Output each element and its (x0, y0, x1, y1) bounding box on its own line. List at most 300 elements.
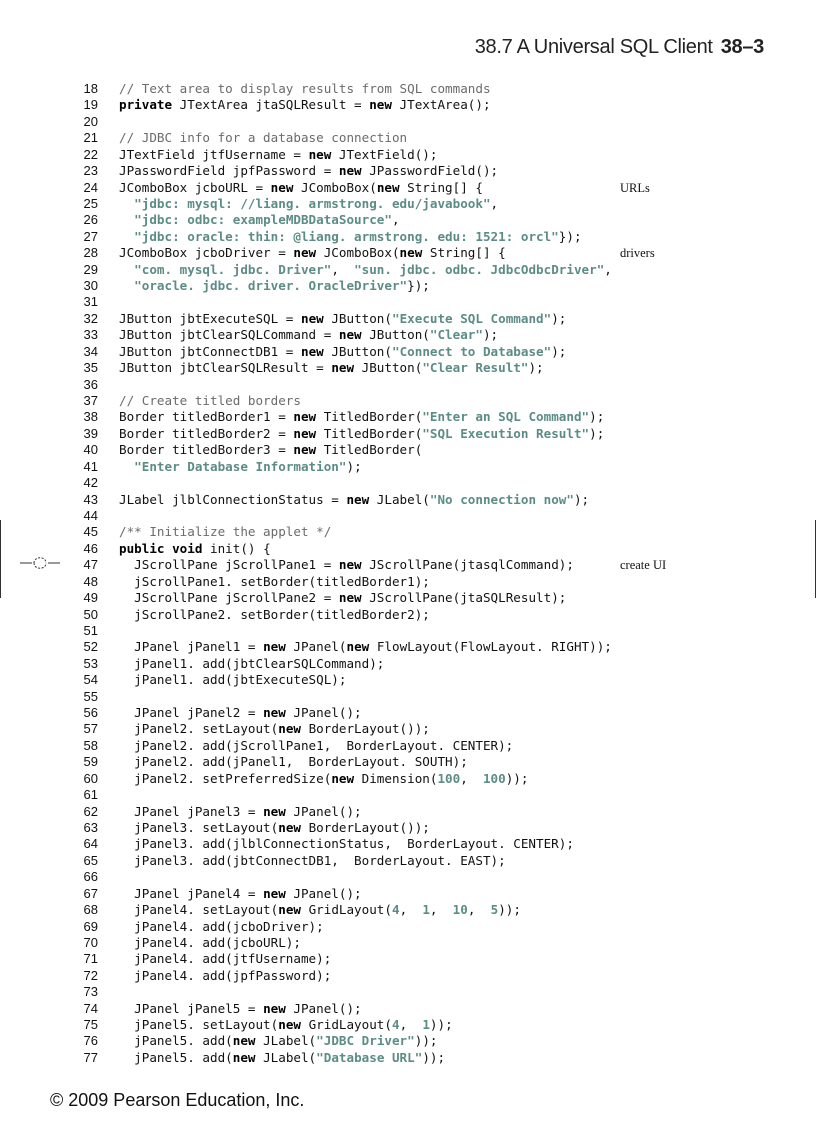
code-text (119, 574, 430, 590)
code-line (0, 902, 816, 918)
code-token (119, 229, 134, 244)
code-text (119, 97, 491, 113)
code-text (119, 721, 430, 737)
margin-note: drivers (620, 246, 655, 261)
code-token: JPanel(); (285, 803, 362, 819)
code-string: "oracle. jdbc. driver. OracleDriver" (134, 278, 408, 294)
code-string: "com. mysql. jdbc. Driver" (134, 261, 332, 277)
line-number: 71 (83, 951, 98, 967)
code-line (0, 607, 816, 623)
code-line (0, 656, 816, 672)
code-token: jPanel2. setPreferredSize( (119, 770, 332, 786)
code-listing (0, 81, 816, 1066)
code-text (119, 639, 612, 655)
code-token: TitledBorder( (316, 425, 423, 441)
code-text (119, 705, 362, 721)
code-text (119, 196, 498, 212)
code-token: ); (551, 343, 567, 359)
code-token: JPanel jPanel3 = (119, 803, 264, 819)
code-line (0, 935, 816, 951)
code-keyword: new (278, 819, 301, 835)
code-token: TitledBorder( (316, 409, 423, 425)
code-token: , (391, 212, 400, 228)
code-line (0, 623, 816, 639)
code-line (0, 557, 816, 573)
code-line (0, 475, 816, 491)
running-header (475, 36, 764, 59)
code-line (0, 541, 816, 557)
line-number: 69 (83, 918, 98, 934)
code-line (0, 919, 816, 935)
line-number: 62 (83, 803, 98, 819)
code-keyword: new (331, 360, 355, 376)
code-line (0, 1033, 816, 1049)
code-line (0, 853, 816, 869)
code-text (119, 393, 301, 409)
code-token: Dimension( (354, 770, 438, 786)
code-text (119, 524, 331, 540)
code-token: Border titledBorder1 = (119, 409, 294, 425)
code-line (0, 130, 816, 146)
code-token: JButton jbtConnectDB1 = (119, 343, 301, 359)
line-number: 41 (83, 458, 98, 474)
line-number: 42 (83, 475, 98, 491)
code-token: BorderLayout()); (300, 721, 430, 737)
code-keyword: new (232, 1049, 256, 1065)
code-line (0, 1001, 816, 1017)
code-token: JPanel(); (285, 1000, 362, 1016)
code-text (119, 1001, 362, 1017)
line-number: 25 (83, 195, 98, 211)
code-line (0, 442, 816, 458)
code-keyword: new (331, 770, 355, 786)
code-line (0, 820, 816, 836)
code-text (119, 853, 506, 869)
code-line (0, 508, 816, 524)
code-token: jPanel3. add(jlblConnectionStatus, BorderLayout. CENTER); (119, 836, 574, 852)
line-number: 67 (83, 885, 98, 901)
code-token: jPanel5. add( (119, 1033, 233, 1049)
key-margin-icon (20, 551, 60, 575)
code-line (0, 968, 816, 984)
code-text (119, 409, 604, 425)
code-keyword: new (338, 327, 362, 343)
code-token: ); (528, 360, 544, 376)
code-token: }); (407, 278, 430, 294)
code-line (0, 245, 816, 261)
code-line (0, 984, 816, 1000)
code-string: "Clear" (429, 327, 483, 343)
code-line (0, 344, 816, 360)
line-number: 76 (83, 1033, 98, 1049)
code-keyword: new (293, 425, 317, 441)
code-text (119, 902, 521, 918)
code-token (119, 212, 134, 227)
code-text (119, 590, 566, 606)
code-text (119, 820, 430, 836)
code-line (0, 1050, 816, 1066)
code-text (119, 245, 506, 261)
line-number: 52 (83, 639, 98, 655)
code-text (119, 360, 544, 376)
code-comment: /** Initialize the applet */ (119, 524, 332, 540)
code-line (0, 886, 816, 902)
code-string: "Enter an SQL Command" (422, 409, 590, 425)
code-token: , (467, 902, 491, 918)
code-string: "No connection now" (429, 491, 574, 507)
line-number: 73 (83, 984, 98, 1000)
line-number: 19 (83, 97, 98, 113)
line-number: 68 (83, 902, 98, 918)
code-token: Border titledBorder3 = (119, 442, 294, 458)
code-text (119, 804, 362, 820)
code-text (119, 492, 589, 508)
code-line (0, 262, 816, 278)
code-text (119, 442, 422, 458)
code-token: , (604, 261, 612, 277)
code-line (0, 804, 816, 820)
code-token: ); (589, 409, 605, 425)
code-token: jPanel1. add(jbtExecuteSQL); (119, 672, 347, 688)
code-token: )); (498, 902, 521, 918)
code-line (0, 689, 816, 705)
code-text (119, 180, 483, 196)
code-text (119, 327, 498, 343)
code-token: JScrollPane(jtasqlCommand); (361, 557, 574, 573)
code-token: jPanel4. add(jtfUsername); (119, 951, 332, 967)
code-line (0, 212, 816, 228)
code-token: jPanel1. add(jbtClearSQLCommand); (119, 655, 385, 671)
code-token: JScrollPane jScrollPane1 = (119, 557, 339, 573)
code-text (119, 311, 566, 327)
code-token: jPanel3. setLayout( (119, 819, 279, 835)
code-line (0, 377, 816, 393)
line-number: 53 (83, 655, 98, 671)
line-number: 35 (83, 360, 98, 376)
line-number: 54 (83, 672, 98, 688)
code-token: JTextField(); (331, 146, 438, 162)
code-token: , (331, 261, 355, 277)
code-line (0, 163, 816, 179)
line-number: 37 (83, 393, 98, 409)
code-string: "jdbc: oracle: thin: @liang. armstrong. edu: 1521: orcl" (134, 228, 559, 244)
code-line (0, 180, 816, 196)
code-keyword: new (369, 97, 392, 113)
line-number: 72 (83, 967, 98, 983)
code-token: JComboBox( (293, 179, 377, 195)
code-number: 4 (391, 902, 400, 918)
code-token: , (490, 195, 499, 211)
code-token: JButton( (361, 327, 430, 343)
code-token: JLabel( (255, 1033, 317, 1049)
code-line (0, 327, 816, 343)
code-token: , (460, 770, 483, 786)
code-token: , (399, 902, 423, 918)
code-token: JLabel( (255, 1049, 317, 1065)
code-keyword: new (270, 179, 294, 195)
code-keyword: private (119, 97, 173, 113)
code-text (119, 278, 430, 294)
code-line (0, 524, 816, 540)
code-keyword: new (263, 885, 286, 901)
margin-rule-left (0, 520, 1, 598)
code-comment: // Create titled borders (119, 393, 301, 409)
line-number: 74 (83, 1000, 98, 1016)
code-text (119, 951, 331, 967)
code-token: jScrollPane1. setBorder(titledBorder1); (119, 573, 430, 589)
code-line (0, 311, 816, 327)
code-text (119, 771, 528, 787)
code-text (119, 426, 604, 442)
code-line (0, 951, 816, 967)
code-token: JPanel(); (285, 885, 362, 901)
code-token: JPanel( (285, 639, 347, 655)
code-line (0, 393, 816, 409)
code-token: JTextArea(); (391, 97, 491, 113)
code-token: JPanel(); (285, 705, 362, 721)
line-number: 22 (83, 146, 98, 162)
line-number: 44 (83, 507, 98, 523)
code-token: jScrollPane2. setBorder(titledBorder2); (119, 606, 430, 622)
code-token: )); (505, 770, 529, 786)
code-token: JButton jbtClearSQLResult = (119, 360, 332, 376)
code-string: "Connect to Database" (391, 343, 552, 359)
code-token: jPanel2. add(jScrollPane1, BorderLayout. CENTER); (119, 737, 514, 753)
line-number: 77 (83, 1049, 98, 1065)
code-line (0, 869, 816, 885)
code-string: "jdbc: mysql: //liang. armstrong. edu/javabook" (134, 195, 491, 211)
code-token: JScrollPane(jtaSQLResult); (361, 590, 567, 606)
code-token: JLabel jlblConnectionStatus = (119, 491, 347, 507)
code-line (0, 360, 816, 376)
code-token: init() { (202, 540, 271, 556)
code-text (119, 81, 491, 97)
line-number: 58 (83, 737, 98, 753)
code-token: String[] { (422, 245, 506, 261)
code-keyword: new (263, 705, 286, 721)
line-number: 47 (83, 557, 98, 573)
code-keyword: new (263, 803, 286, 819)
code-keyword: new (338, 557, 362, 573)
code-text (119, 935, 301, 951)
code-line (0, 574, 816, 590)
line-number: 51 (83, 622, 98, 638)
code-keyword: new (346, 491, 370, 507)
line-number: 31 (83, 294, 98, 310)
code-line (0, 705, 816, 721)
code-token: ); (551, 310, 567, 326)
code-line (0, 590, 816, 606)
code-token: jPanel2. add(jPanel1, BorderLayout. SOUTH); (119, 754, 468, 770)
code-token: )); (422, 1049, 446, 1065)
code-keyword: new (263, 1000, 286, 1016)
code-token: jPanel4. add(jcboDriver); (119, 918, 324, 934)
code-line (0, 787, 816, 803)
code-text (119, 163, 498, 179)
code-text (119, 886, 362, 902)
code-keyword: new (232, 1033, 256, 1049)
code-string: "Execute SQL Command" (391, 310, 552, 326)
code-token: JTextArea jtaSQLResult = (172, 97, 370, 113)
code-line (0, 639, 816, 655)
code-number: 10 (452, 902, 468, 918)
code-token: ); (573, 491, 590, 507)
code-text (119, 1017, 453, 1033)
line-number: 24 (83, 179, 98, 195)
code-keyword: new (338, 163, 362, 179)
code-token: JPanel jPanel2 = (119, 705, 264, 721)
line-number: 75 (83, 1017, 98, 1033)
line-number: 38 (83, 409, 98, 425)
code-text (119, 754, 468, 770)
code-keyword: new (293, 245, 317, 261)
line-number: 65 (83, 852, 98, 868)
code-keyword: new (278, 1017, 301, 1033)
code-line (0, 426, 816, 442)
section-title: 38.7 A Universal SQL Client (474, 36, 713, 58)
code-line (0, 81, 816, 97)
code-token: JLabel( (369, 491, 430, 507)
code-token: GridLayout( (300, 1017, 392, 1033)
margin-note: URLs (620, 180, 650, 195)
code-text (119, 541, 271, 557)
code-line (0, 278, 816, 294)
code-number: 100 (437, 770, 461, 786)
line-number: 63 (83, 819, 98, 835)
code-keyword: new (308, 146, 332, 162)
code-line (0, 721, 816, 737)
line-number: 66 (83, 869, 98, 885)
line-number: 56 (83, 705, 98, 721)
code-token: , (429, 902, 453, 918)
code-keyword: new (300, 343, 324, 359)
code-token: ); (589, 425, 605, 441)
code-token: TitledBorder( (316, 442, 423, 458)
code-number: 1 (422, 1017, 430, 1033)
code-number: 1 (422, 902, 430, 918)
code-token: jPanel2. setLayout( (119, 721, 279, 737)
code-string: "JDBC Driver" (316, 1033, 415, 1049)
line-number: 43 (83, 491, 98, 507)
code-token: JButton( (323, 343, 392, 359)
code-keyword: new (293, 409, 317, 425)
line-number: 18 (83, 81, 98, 96)
code-token: ); (482, 327, 499, 343)
code-token: ); (346, 458, 362, 474)
code-line (0, 229, 816, 245)
line-number: 21 (83, 130, 98, 146)
line-number: 27 (83, 228, 98, 244)
code-string: "SQL Execution Result" (422, 425, 590, 441)
line-number: 33 (83, 327, 98, 343)
code-string: "Clear Result" (422, 360, 529, 376)
line-number: 28 (83, 245, 98, 261)
code-keyword: new (338, 590, 362, 606)
code-token: String[] { (399, 179, 483, 195)
line-number: 23 (83, 163, 98, 179)
code-text (119, 229, 582, 245)
code-token: JButton jbtClearSQLCommand = (119, 327, 339, 343)
code-text (119, 968, 331, 984)
code-token: jPanel5. add( (119, 1049, 233, 1065)
code-text (119, 557, 574, 573)
code-token: JComboBox jcboURL = (119, 179, 271, 195)
code-text (119, 262, 612, 278)
code-string: "Enter Database Information" (134, 458, 347, 474)
code-token: JPasswordField jpfPassword = (119, 163, 339, 179)
code-token: JComboBox( (316, 245, 400, 261)
page-number: 38–3 (720, 36, 764, 58)
code-number: 100 (482, 770, 506, 786)
code-text (119, 836, 574, 852)
line-number: 36 (83, 376, 98, 392)
code-line (0, 459, 816, 475)
code-token: jPanel3. add(jbtConnectDB1, BorderLayout. EAST); (119, 852, 506, 868)
code-text (119, 607, 430, 623)
code-string: "Database URL" (316, 1049, 423, 1065)
line-number: 46 (83, 540, 98, 556)
line-number: 39 (83, 425, 98, 441)
code-line (0, 196, 816, 212)
code-token: jPanel5. setLayout( (119, 1017, 279, 1033)
code-line (0, 738, 816, 754)
code-token: JComboBox jcboDriver = (119, 245, 294, 261)
code-token: JButton jbtExecuteSQL = (119, 310, 301, 326)
line-number: 64 (83, 836, 98, 852)
code-text (119, 738, 513, 754)
code-token: FlowLayout(FlowLayout. RIGHT)); (369, 639, 612, 655)
code-line (0, 114, 816, 130)
line-number: 49 (83, 590, 98, 606)
code-line (0, 492, 816, 508)
code-token (119, 278, 134, 293)
code-text (119, 212, 400, 228)
code-keyword: new (346, 639, 370, 655)
line-number: 34 (83, 343, 98, 359)
line-number: 29 (83, 261, 98, 277)
code-keyword: new (399, 245, 423, 261)
code-token: jPanel4. setLayout( (119, 902, 279, 918)
code-token: JButton( (354, 360, 423, 376)
code-token: JPanel jPanel4 = (119, 885, 264, 901)
code-number: 4 (391, 1017, 400, 1033)
code-text (119, 672, 346, 688)
code-token (119, 262, 134, 277)
line-number: 45 (83, 524, 98, 540)
code-token: JPanel jPanel5 = (119, 1000, 264, 1016)
line-number: 40 (83, 442, 98, 458)
line-number: 59 (83, 754, 98, 770)
code-line (0, 672, 816, 688)
code-line (0, 97, 816, 113)
code-string: "jdbc: odbc: exampleMDBDataSource" (134, 212, 392, 228)
code-token: JTextField jtfUsername = (119, 146, 309, 162)
code-token: JPanel jPanel1 = (119, 639, 264, 655)
code-number: 5 (490, 902, 499, 918)
code-keyword: new (293, 442, 317, 458)
line-number: 26 (83, 212, 98, 228)
margin-note: create UI (620, 558, 667, 573)
line-number: 70 (83, 934, 98, 950)
code-token: Border titledBorder2 = (119, 425, 294, 441)
line-number: 30 (83, 278, 98, 294)
code-text (119, 147, 437, 163)
code-token: BorderLayout()); (300, 819, 430, 835)
code-comment: // JDBC info for a database connection (119, 130, 408, 146)
code-token: jPanel4. add(jcboURL); (119, 934, 301, 950)
code-token: JScrollPane jScrollPane2 = (119, 590, 339, 606)
code-text (119, 1033, 437, 1049)
